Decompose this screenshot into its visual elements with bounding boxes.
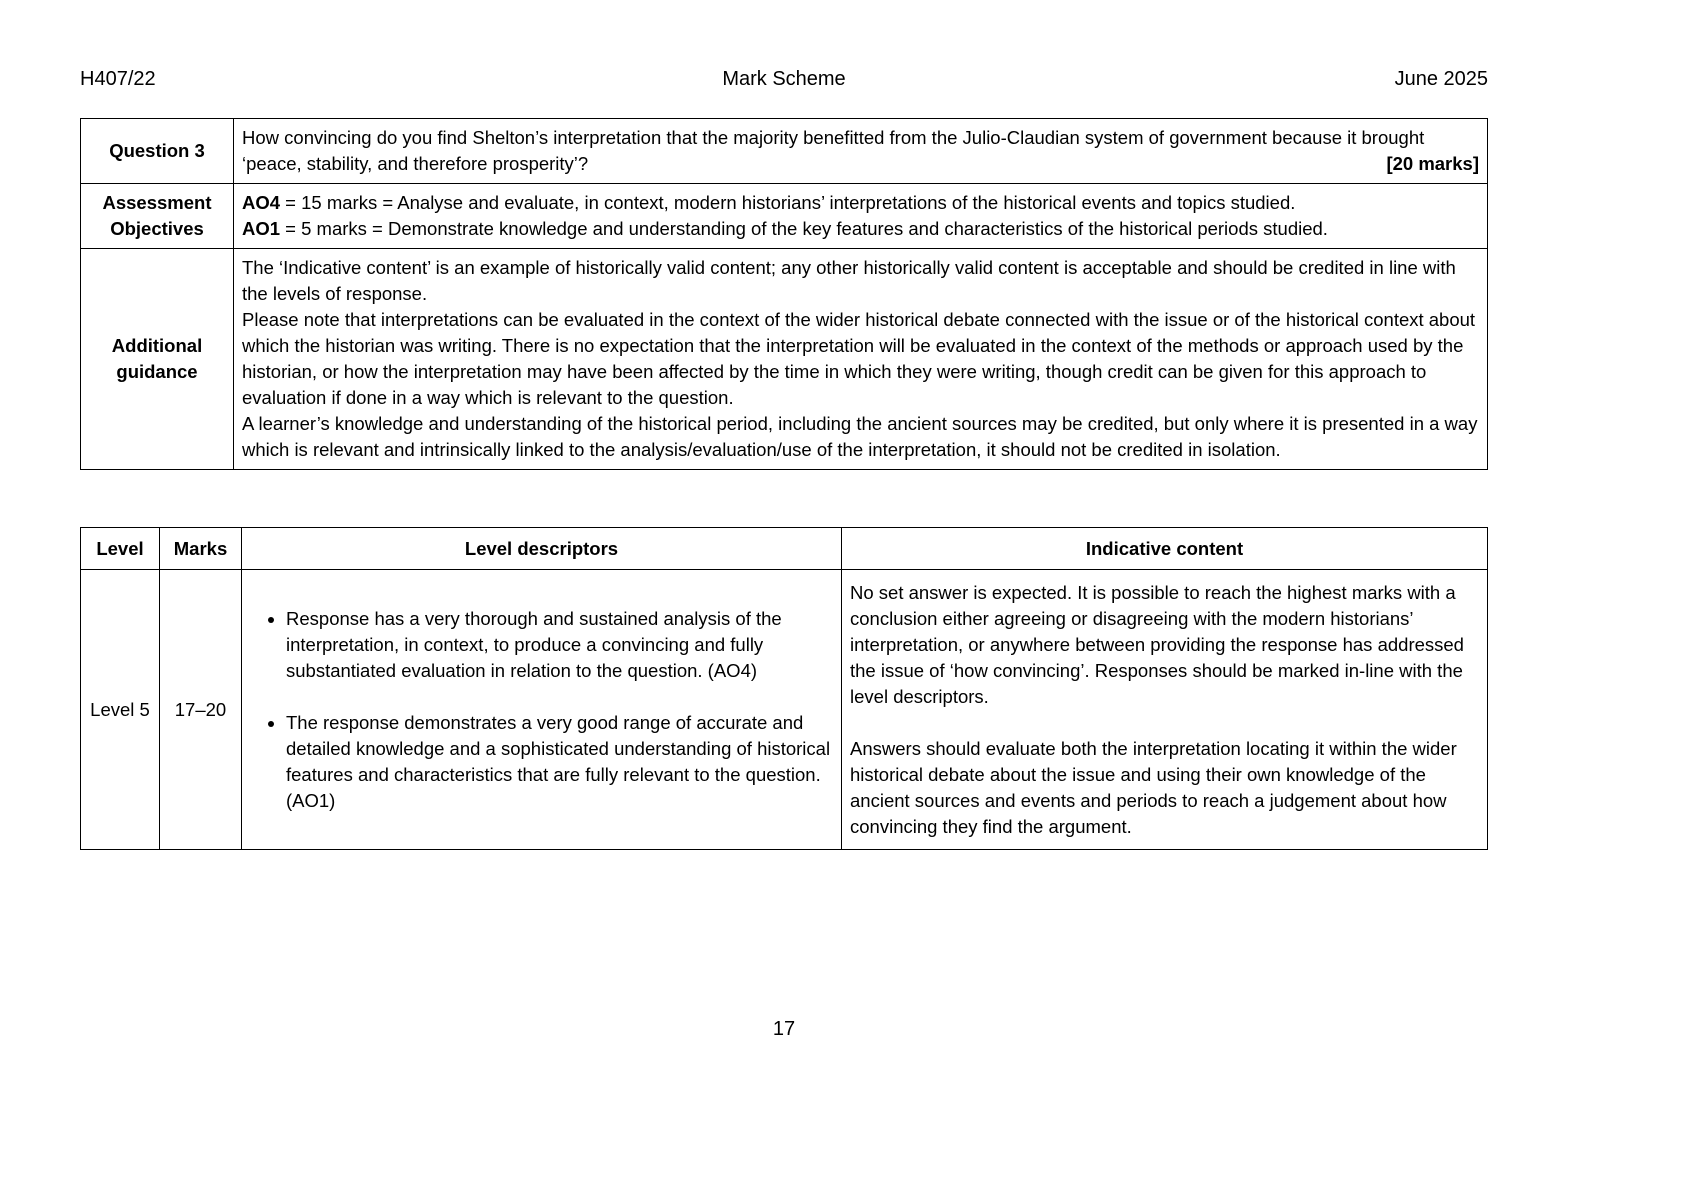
question-marks: [20 marks] bbox=[1386, 153, 1479, 174]
question-label: Question 3 bbox=[81, 119, 234, 184]
indicative-paragraph: No set answer is expected. It is possible to reach the highest marks with a conclusion either agreeing or disagreeing with the modern historians’ interpretation, or anywhere between providing the response has addressed the issue of ‘how convincing’. Responses should be marked in-line with the level descriptors. bbox=[850, 581, 1464, 707]
indicative-content-cell bbox=[842, 570, 1488, 850]
descriptors-cell bbox=[242, 570, 842, 850]
ao4-line bbox=[242, 190, 1479, 216]
ao1-text: = 5 marks = Demonstrate knowledge and understanding of the key features and characteristics of the historical periods studied. bbox=[280, 218, 1328, 239]
header-marks: Marks bbox=[160, 528, 242, 570]
ao4-code: AO4 bbox=[242, 192, 281, 213]
level-cell: Level 5 bbox=[81, 570, 160, 850]
additional-guidance-row bbox=[81, 249, 1488, 470]
question-text: How convincing do you find Shelton’s interpretation that the majority benefitted from the Julio-Claudian system of government because it brought ‘peace, stability, and therefore prosperity’? bbox=[242, 127, 1425, 174]
descriptor-item: • The response demonstrates a very good range of accurate and detailed knowledge and a sophisticated understanding of historical features and characteristics that are fully relevant to the question. (AO1) bbox=[286, 710, 833, 814]
additional-guidance-cell bbox=[234, 249, 1488, 470]
ao1-code: AO1 bbox=[242, 218, 281, 239]
level-row bbox=[81, 570, 1488, 850]
guidance-paragraph: A learner’s knowledge and understanding of the historical period, including the ancient sources may be credited, but only where it is presented in a way which is relevant and intrinsically linked to the analysis/evaluation/use of the interpretation, it should not be credited in isolation. bbox=[242, 413, 1478, 460]
header-level: Level bbox=[81, 528, 160, 570]
header-level-descriptors: Level descriptors bbox=[242, 528, 842, 570]
assessment-objectives-label: Assessment Objectives bbox=[81, 184, 234, 249]
indicative-paragraph: Answers should evaluate both the interpretation locating it within the wider historical debate about the issue and using their own knowledge of the ancient sources and events and periods to reach a judgement about how convincing they find the argument. bbox=[850, 737, 1457, 837]
marks-cell: 17–20 bbox=[160, 570, 242, 850]
additional-guidance-label: Additional guidance bbox=[81, 249, 234, 470]
ao1-line bbox=[242, 216, 1479, 242]
document-title: Mark Scheme bbox=[722, 68, 846, 90]
ao4-text: = 15 marks = Analyse and evaluate, in context, modern historians’ interpretations of the historical events and topics studied. bbox=[280, 192, 1296, 213]
question-cell bbox=[234, 119, 1488, 184]
document-code: H407/22 bbox=[80, 68, 156, 90]
header-indicative-content: Indicative content bbox=[842, 528, 1488, 570]
question-table bbox=[80, 118, 1488, 470]
question-row bbox=[81, 119, 1488, 184]
guidance-paragraph: Please note that interpretations can be evaluated in the context of the wider historical debate connected with the issue or of the historical context about which the historian was writing. There is no expectation that the interpretation will be evaluated in the context of the methods or approach used by the historian, or how the interpretation may have been affected by the time in which they were writing, though credit can be given for this approach to evaluation if done in a way which is relevant to the question. bbox=[242, 309, 1476, 408]
levels-table bbox=[80, 527, 1488, 850]
page-number: 17 bbox=[772, 1018, 796, 1040]
assessment-objectives-row bbox=[81, 184, 1488, 249]
descriptor-item: • Response has a very thorough and sustained analysis of the interpretation, in context, to produce a convincing and fully substantiated evaluation in relation to the question. (AO4) bbox=[286, 606, 833, 684]
levels-header-row bbox=[81, 528, 1488, 570]
guidance-paragraph: The ‘Indicative content’ is an example of historically valid content; any other historically valid content is acceptable and should be credited in line with the levels of response. bbox=[242, 257, 1456, 304]
assessment-objectives-cell bbox=[234, 184, 1488, 249]
descriptor-list bbox=[250, 606, 833, 814]
document-date: June 2025 bbox=[1394, 68, 1488, 90]
